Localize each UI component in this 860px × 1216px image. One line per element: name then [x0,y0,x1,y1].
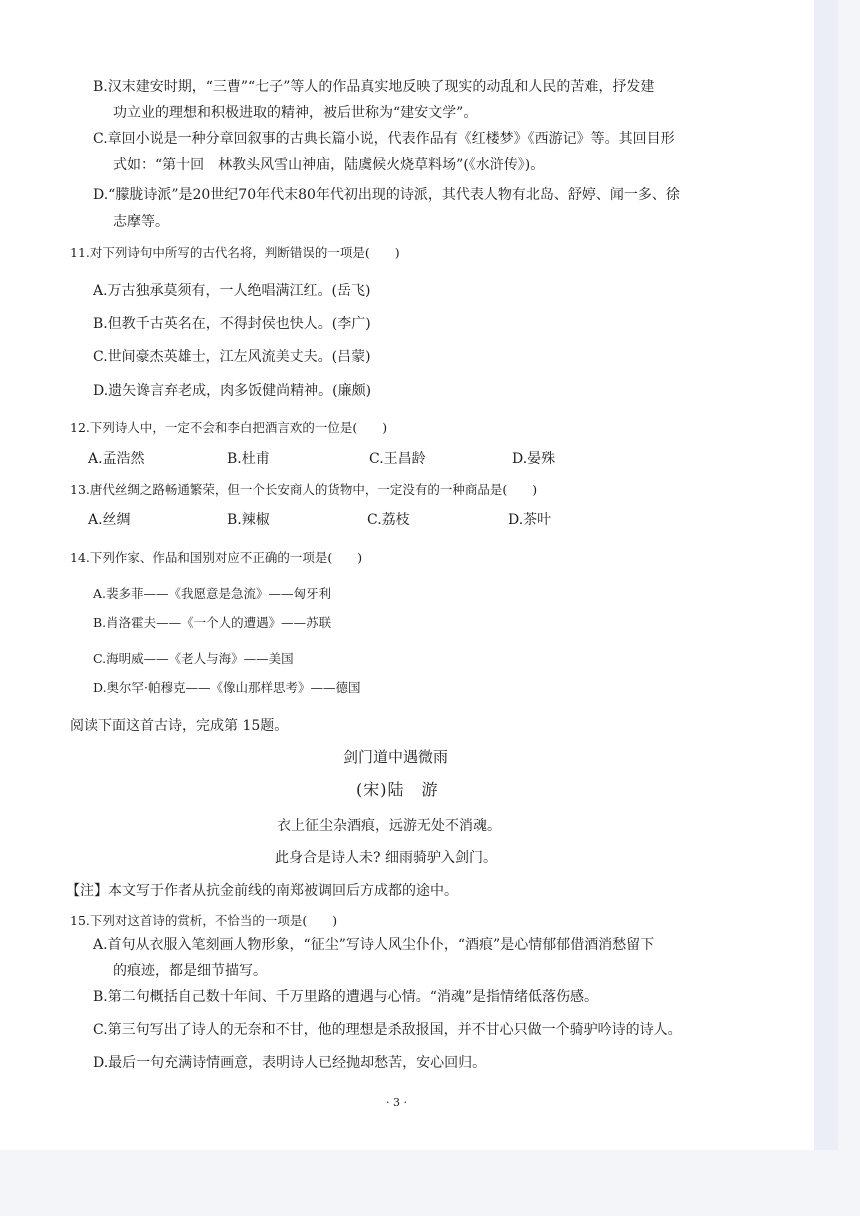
poem-title: 剑门道中遇微雨 [343,748,449,766]
option-15b: B.第二句概括自己数十年间、千万里路的遭遇与心情。“消魂”是指情绪低落伤感。 [93,989,599,1005]
option-11d: D.遗矢谗言弃老成，肉多饭健尚精神。(廉颇) [93,383,372,399]
question-15: 15.下列对这首诗的赏析，不恰当的一项是( ) [70,913,338,928]
option-11a: A.万古独承莫须有，一人绝唱满江红。(岳飞) [93,283,371,299]
option-15d: D.最后一句充满诗情画意，表明诗人已经抛却愁苦，安心回归。 [93,1055,487,1071]
option-12d: D.晏殊 [512,451,556,467]
option-14c: C.海明威——《老人与海》——美国 [93,651,294,666]
option-10c-line2: 式如：“第十回 林教头风雪山神庙，陆虞候火烧草料场”(《水浒传》)。 [113,157,545,173]
option-12a: A.孟浩然 [88,451,145,467]
question-11: 11.对下列诗句中所写的古代名将，判断错误的一项是( ) [70,245,400,260]
option-14a: A.裴多菲——《我愿意是急流》——匈牙利 [93,586,332,601]
option-15c: C.第三句写出了诗人的无奈和不甘，他的理想是杀敌报国，并不甘心只做一个骑驴吟诗的诗人。 [93,1022,682,1038]
option-10d-line1: D.“朦胧诗派”是20世纪70年代末80年代初出现的诗派，其代表人物有北岛、舒婷、闻一多、徐 [93,187,680,203]
option-13d: D.茶叶 [508,512,552,528]
option-11c: C.世间豪杰英雄士，江左风流美丈夫。(吕蒙) [93,349,371,365]
option-15a-line2: 的痕迹，都是细节描写。 [113,963,267,979]
question-12: 12.下列诗人中，一定不会和李白把酒言欢的一位是( ) [70,420,388,435]
option-15a-line1: A.首句从衣服入笔刻画人物形象，“征尘”写诗人风尘仆仆，“酒痕”是心情郁郁借酒消愁留下 [93,937,655,953]
option-12b: B.杜甫 [227,451,270,467]
option-11b: B.但教千古英名在，不得封侯也快人。(李广) [93,316,371,332]
poem-line-2: 此身合是诗人未? 细雨骑驴入剑门。 [275,850,497,866]
option-10c-line1: C.章回小说是一种分章回叙事的古典长篇小说，代表作品有《红楼梦》《西游记》等。其回目形 [93,131,675,147]
option-14d: D.奥尔罕·帕穆克——《像山那样思考》——德国 [93,680,361,695]
option-13c: C.荔枝 [367,512,410,528]
question-13: 13.唐代丝绸之路畅通繁荣，但一个长安商人的货物中，一定没有的一种商品是( ) [70,482,538,497]
question-14: 14.下列作家、作品和国别对应不正确的一项是( ) [70,550,363,565]
poem-note: 【注】本文写于作者从抗金前线的南郑被调回后方成都的途中。 [66,883,458,899]
vertical-scrollbar[interactable] [814,0,838,1150]
option-10b-line1: B.汉末建安时期，“三曹”“七子”等人的作品真实地反映了现实的动乱和人民的苦难，抒发建 [93,79,655,95]
viewer-background [0,1150,860,1216]
page-number: · 3 · [386,1096,407,1109]
poem-line-1: 衣上征尘杂酒痕，远游无处不消魂。 [277,818,501,834]
option-10d-line2: 志摩等。 [113,214,169,230]
option-12c: C.王昌龄 [369,451,426,467]
option-13b: B.辣椒 [227,512,270,528]
option-13a: A.丝绸 [88,512,131,528]
option-10b-line2: 功立业的理想和积极进取的精神，被后世称为“建安文学”。 [113,105,478,121]
option-14b: B.肖洛霍夫——《一个人的遭遇》——苏联 [93,615,332,630]
reading-instruction: 阅读下面这首古诗，完成第 15题。 [70,718,289,734]
poem-author: (宋)陆 游 [356,780,439,799]
